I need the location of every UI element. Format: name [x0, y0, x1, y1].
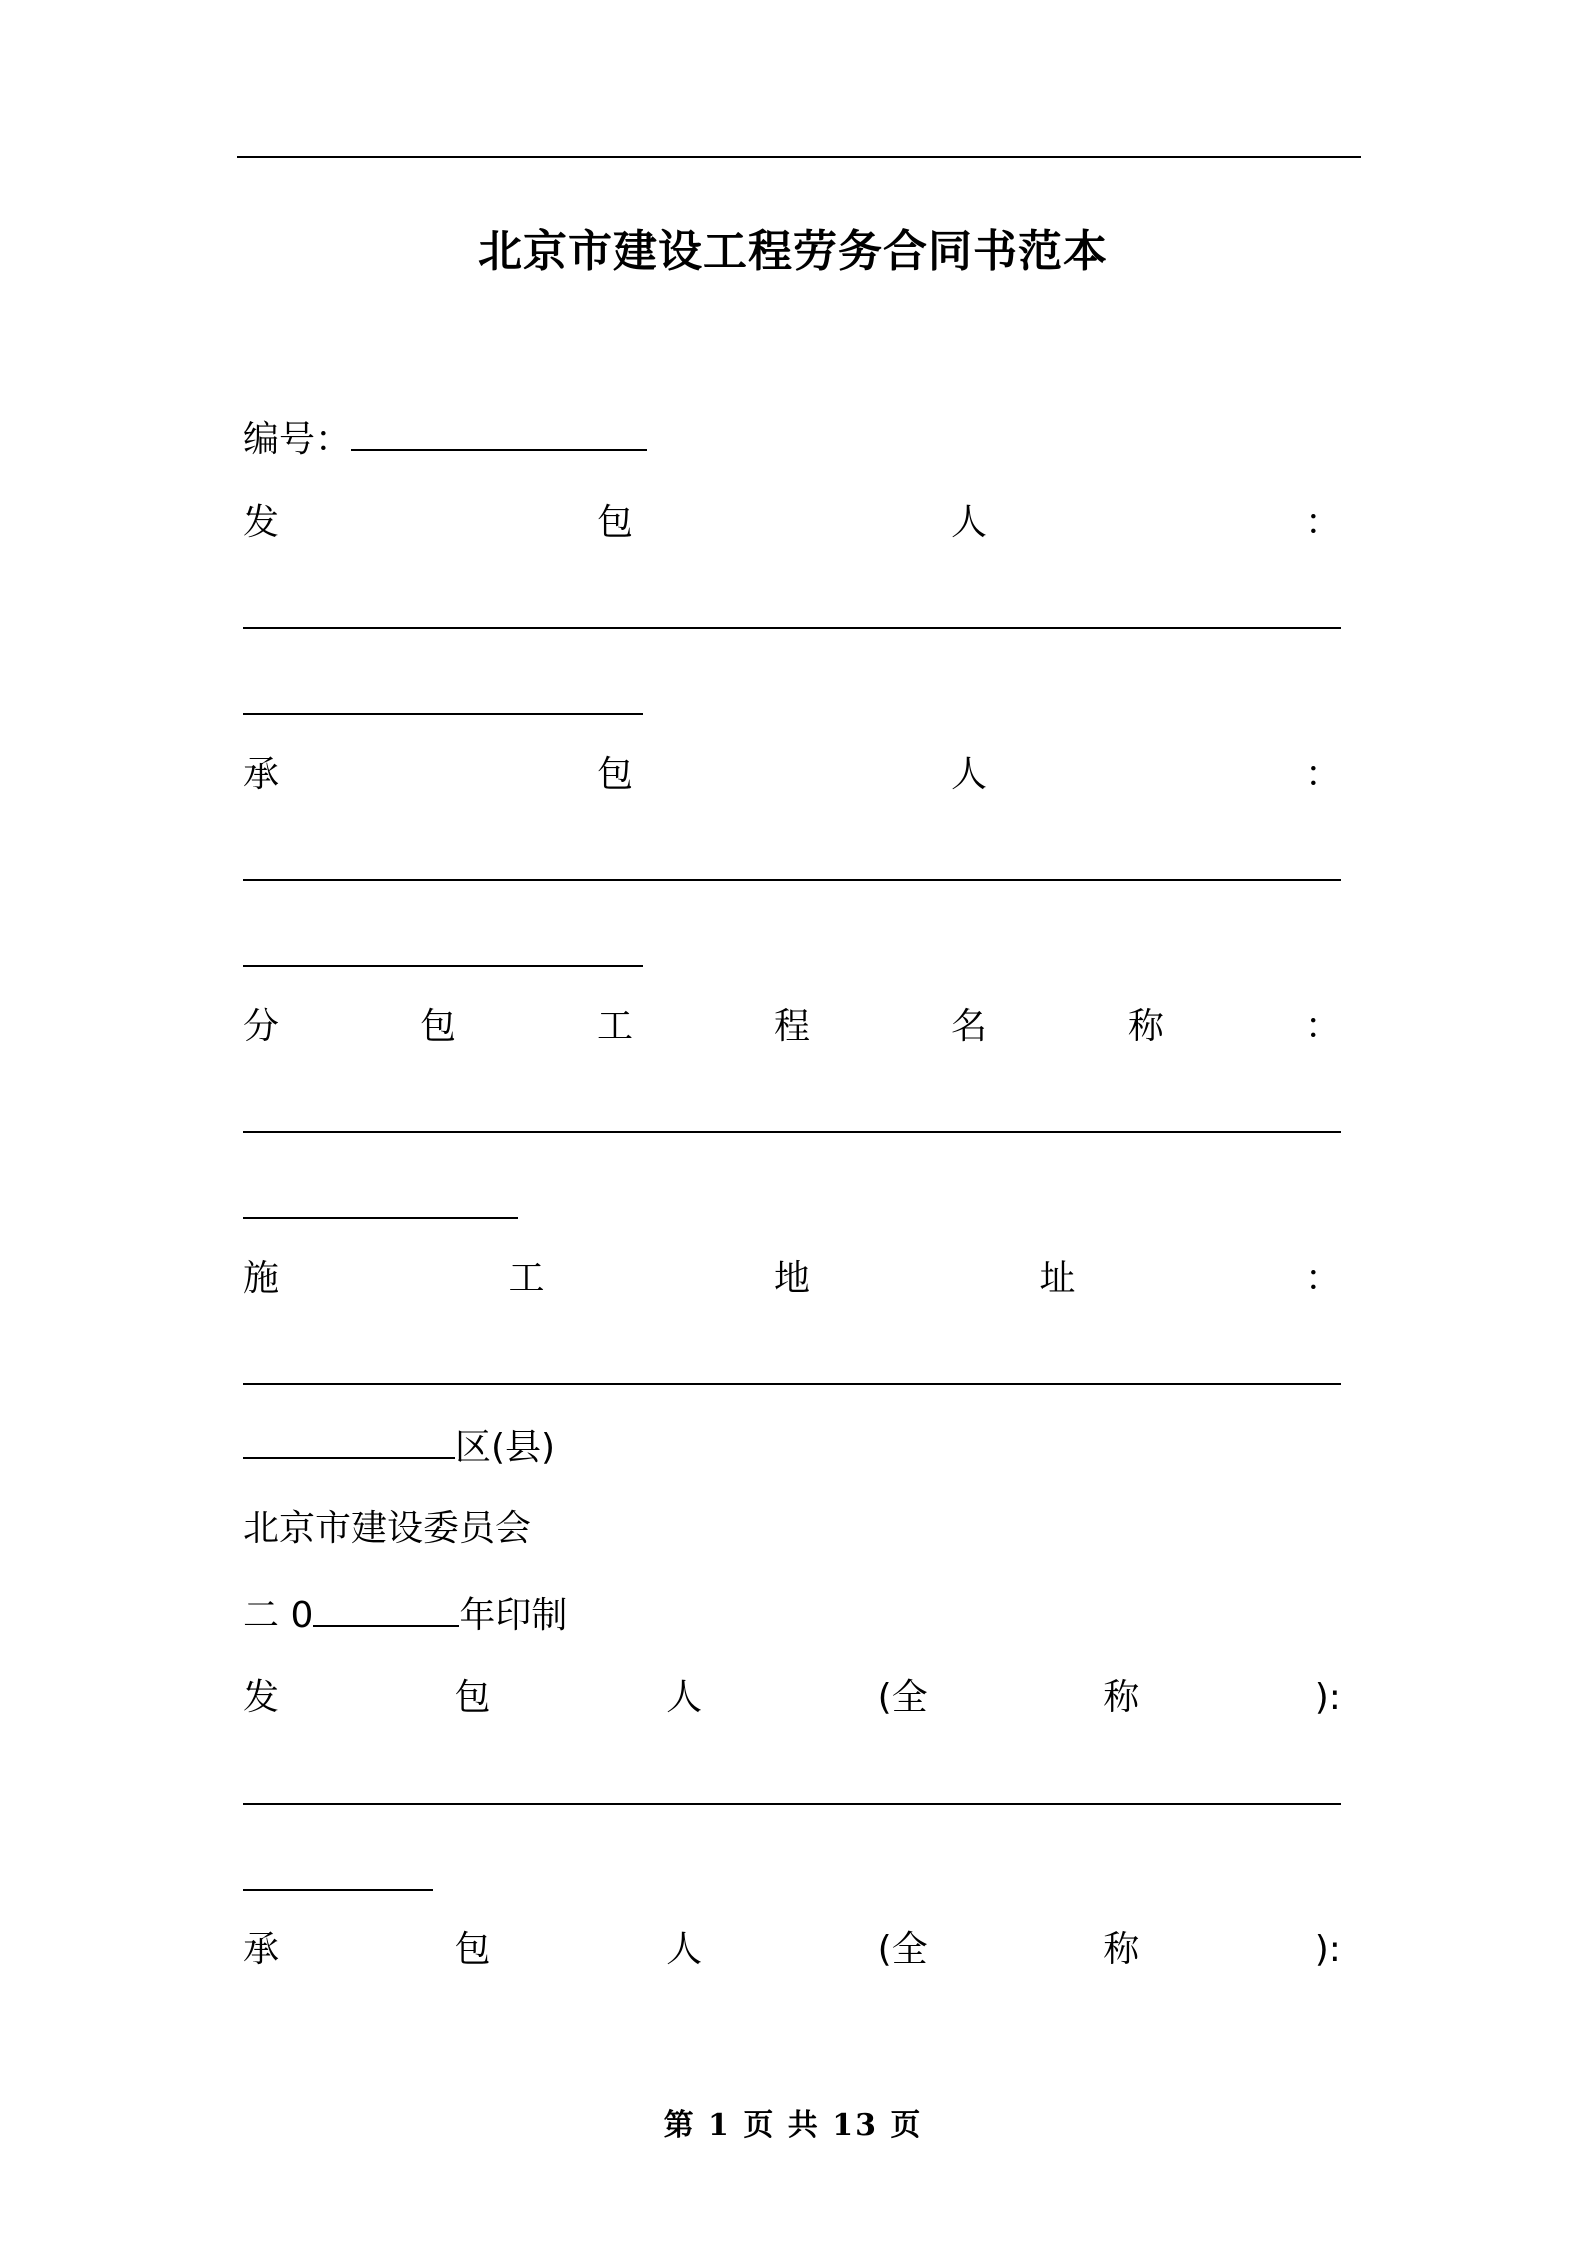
contract-number-row	[243, 415, 647, 463]
employer-full-name-line-1[interactable]	[243, 1803, 1341, 1805]
employer-full-name-line-2[interactable]	[243, 1889, 433, 1891]
subproject-field-line-2[interactable]	[243, 1217, 518, 1219]
contract-number-field[interactable]	[351, 415, 647, 451]
contractor-field-line-2[interactable]	[243, 965, 643, 967]
employer-field-line-2[interactable]	[243, 713, 643, 715]
contract-number-label: 编号：	[243, 419, 352, 460]
employer-full-name-label: 发 包 人 (全 称 ):	[243, 1677, 1341, 1718]
contractor-label: 承 包 人 ：	[243, 754, 1341, 795]
subproject-name-label: 分 包 工 程 名 称 ：	[243, 1006, 1341, 1047]
print-year-field[interactable]	[313, 1591, 459, 1627]
contractor-full-name-label: 承 包 人 (全 称 ):	[243, 1929, 1341, 1970]
print-year-prefix: 二 0	[243, 1595, 314, 1636]
issuer: 北京市建设委员会	[243, 1508, 532, 1549]
subproject-field-line-1[interactable]	[243, 1131, 1341, 1133]
document-title: 北京市建设工程劳务合同书范本	[478, 226, 1108, 277]
district-field[interactable]	[243, 1423, 455, 1459]
site-address-label: 施 工 地 址 ：	[243, 1258, 1341, 1299]
employer-field-line-1[interactable]	[243, 627, 1341, 629]
district-row	[243, 1423, 555, 1471]
contractor-field-line-1[interactable]	[243, 879, 1341, 881]
district-suffix: 区(县)	[455, 1427, 556, 1468]
employer-label: 发 包 人 ：	[243, 502, 1341, 543]
header-rule	[237, 156, 1361, 158]
print-year-row	[243, 1591, 567, 1639]
print-year-suffix: 年印制	[459, 1595, 568, 1636]
page-number: 第 1 页 共 13 页	[663, 2108, 923, 2143]
site-address-field-line[interactable]	[243, 1383, 1341, 1385]
